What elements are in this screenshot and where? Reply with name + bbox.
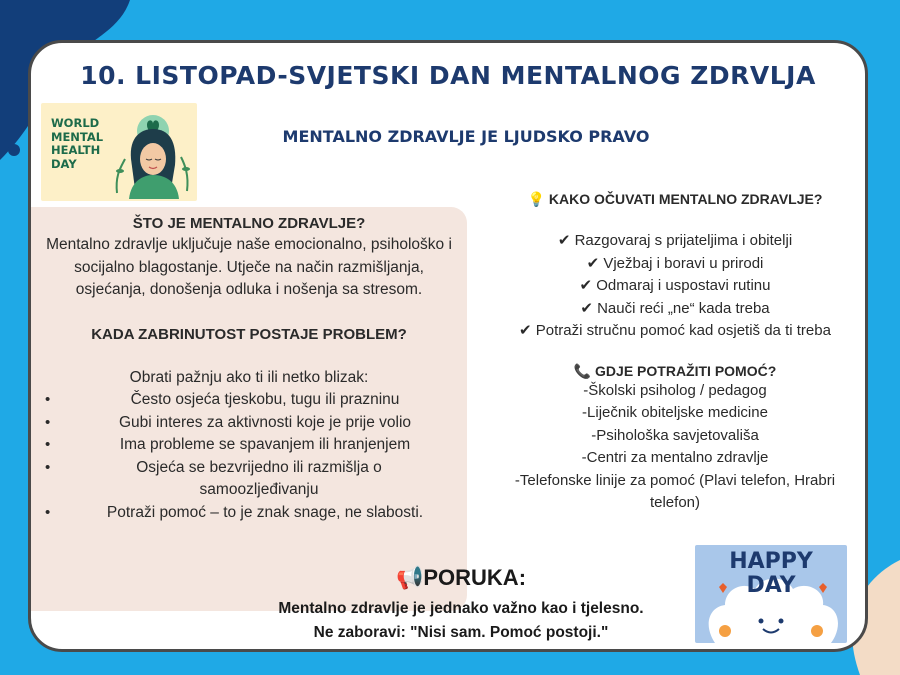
what-is-mental-health-text: Mentalno zdravlje uključuje naše emocionalno, psihološko i socijalno blagostanje. Utječe na način razmišljanja, osjećanja, donošenja odluka i nošenja sa stresom. [46,236,452,298]
world-mental-health-day-logo [41,103,197,201]
list-item: -Liječnik obiteljske medicine [582,404,768,421]
help-resources-list [483,380,867,515]
pay-attention-intro: Obrati pažnju ako ti ili netko blizak: [129,368,369,386]
message-section [271,565,651,645]
message-line-2: Ne zaboravi: "Nisi sam. Pomoć postoji." [313,624,609,641]
warning-signs-list [31,389,467,524]
tips-list [483,230,867,343]
what-is-mental-health-panel [31,207,467,611]
day-text: DAY [746,573,796,598]
page-subtitle: MENTALNO ZDRAVLJE JE LJUDSKO PRAVO [282,127,650,146]
where-to-get-help-heading: 📞 GDJE POTRAŽITI POMOĆ? [573,362,777,379]
list-item: ✔ Potraži stručnu pomoć kad osjetiš da ti treba [519,322,831,339]
list-item: ✔ Vježbaj i boravi u prirodi [586,254,764,272]
poster-card [28,40,868,652]
list-item: ✔ Razgovaraj s prijateljima i obitelji [557,232,793,249]
list-item: -Centri za mentalno zdravlje [581,449,769,466]
page-title: 10. LISTOPAD-SVJETSKI DAN MENTALNOG ZDRVLJA [80,61,816,90]
list-item: -Psihološka savjetovališa [591,426,759,444]
logo-text: WORLD MENTAL HEALTH DAY [51,116,104,171]
list-item: • Gubi interes za aktivnosti koje je prije volio [45,413,412,431]
list-item: -Školski psiholog / pedagog [583,381,767,399]
list-item: ✔ Odmaraj i uspostavi rutinu [579,277,771,294]
happy-text: HAPPY [729,549,813,574]
woman-illustration-icon [111,109,193,199]
list-item: • Ima probleme se spavanjem ili hranjenjem [45,436,411,453]
message-line-1: Mentalno zdravlje je jednako važno kao i tjelesno. [278,600,644,617]
list-item: • Često osjeća tjeskobu, tugu ili prazninu [45,391,400,408]
list-item: • Osjeća se bezvrijedno ili razmišlja o samoozljeđivanju [45,458,382,498]
message-title: 📢PORUKA: [395,565,527,590]
happy-day-sticker [695,545,847,643]
list-item: ✔ Nauči reći „ne“ kada treba [580,299,770,317]
right-column [483,191,867,515]
list-item: • Potraži pomoć – to je znak snage, ne slabosti. [45,503,424,521]
how-to-preserve-heading: 💡 KAKO OČUVATI MENTALNO ZDRAVLJE? [527,191,823,207]
list-item: -Telefonske linije za pomoć (Plavi telefon, Hrabri telefon) [514,471,836,511]
what-is-mental-health-heading: ŠTO JE MENTALNO ZDRAVLJE? [132,215,366,232]
when-worry-becomes-problem-heading: KADA ZABRINUTOST POSTAJE PROBLEM? [91,325,407,343]
